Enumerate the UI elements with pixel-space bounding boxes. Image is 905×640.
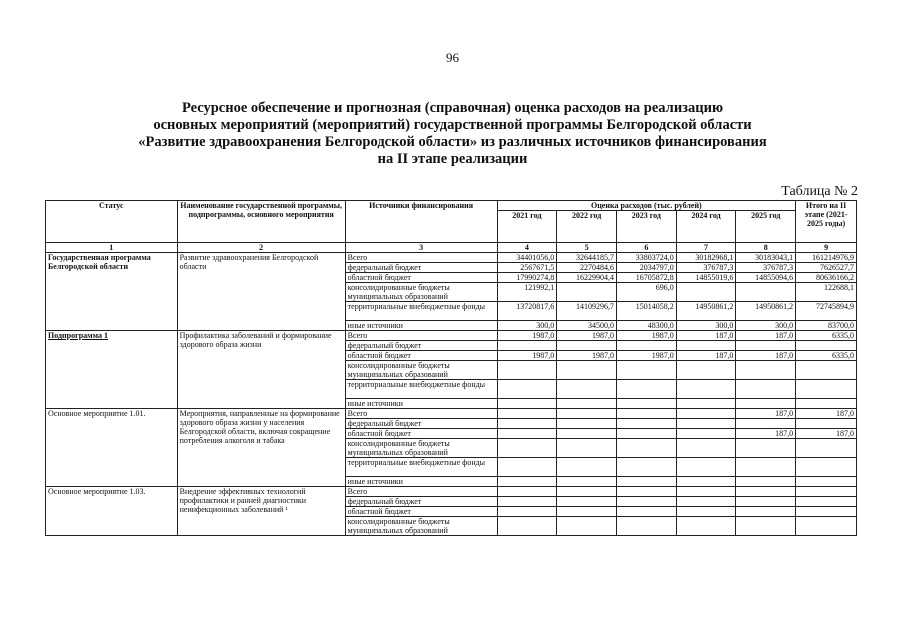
row-source: территориальные внебюджетные фонды bbox=[345, 302, 497, 321]
column-number: 7 bbox=[676, 243, 736, 253]
header-year: 2024 год bbox=[676, 211, 736, 243]
row-status: Подпрограмма 1 bbox=[46, 331, 178, 409]
row-total-value: 6335,0 bbox=[796, 331, 857, 341]
row-year-value bbox=[557, 399, 617, 409]
row-year-value: 16229904,4 bbox=[557, 273, 617, 283]
row-year-value bbox=[676, 429, 736, 439]
row-year-value bbox=[616, 409, 676, 419]
column-number: 9 bbox=[796, 243, 857, 253]
row-year-value bbox=[557, 439, 617, 458]
row-year-value bbox=[616, 507, 676, 517]
row-year-value: 34401056,0 bbox=[497, 253, 557, 263]
row-year-value bbox=[736, 477, 796, 487]
row-status: Основное мероприятие 1.01. bbox=[46, 409, 178, 487]
row-year-value bbox=[676, 458, 736, 477]
row-year-value bbox=[557, 517, 617, 536]
row-year-value: 16705872,8 bbox=[616, 273, 676, 283]
row-year-value bbox=[676, 517, 736, 536]
header-year: 2025 год bbox=[736, 211, 796, 243]
row-total-value: 80636166,2 bbox=[796, 273, 857, 283]
row-year-value: 187,0 bbox=[676, 331, 736, 341]
table-row bbox=[46, 487, 857, 497]
row-total-value bbox=[796, 419, 857, 429]
row-year-value: 300,0 bbox=[676, 321, 736, 331]
row-year-value bbox=[736, 439, 796, 458]
row-year-value bbox=[497, 380, 557, 399]
column-number-row bbox=[46, 243, 857, 253]
row-source: территориальные внебюджетные фонды bbox=[345, 380, 497, 399]
row-total-value: 187,0 bbox=[796, 409, 857, 419]
row-year-value: 30182968,1 bbox=[676, 253, 736, 263]
row-year-value: 2034797,0 bbox=[616, 263, 676, 273]
row-year-value: 1987,0 bbox=[497, 351, 557, 361]
title-line: на II этапе реализации bbox=[377, 151, 528, 167]
row-total-value bbox=[796, 361, 857, 380]
row-name: Внедрение эффективных технологий профилактики и ранней диагностики неинфекционных заболеваний ¹ bbox=[177, 487, 345, 536]
row-year-value: 33803724,0 bbox=[616, 253, 676, 263]
row-year-value bbox=[616, 517, 676, 536]
row-year-value bbox=[616, 458, 676, 477]
row-name: Развитие здравоохранения Белгородской области bbox=[177, 253, 345, 331]
header-total: Итого на II этапе (2021-2025 годы) bbox=[796, 201, 857, 243]
row-year-value bbox=[616, 341, 676, 351]
row-year-value bbox=[676, 497, 736, 507]
table-row bbox=[46, 409, 857, 419]
row-year-value: 1987,0 bbox=[557, 351, 617, 361]
row-source: Всего bbox=[345, 409, 497, 419]
budget-table bbox=[45, 200, 857, 536]
row-year-value bbox=[676, 477, 736, 487]
row-year-value: 121992,1 bbox=[497, 283, 557, 302]
table-row bbox=[46, 331, 857, 341]
row-year-value bbox=[736, 507, 796, 517]
row-source: федеральный бюджет bbox=[345, 263, 497, 273]
row-year-value bbox=[497, 477, 557, 487]
row-year-value bbox=[497, 399, 557, 409]
column-number: 8 bbox=[736, 243, 796, 253]
row-year-value bbox=[497, 487, 557, 497]
row-total-value bbox=[796, 497, 857, 507]
row-year-value bbox=[616, 361, 676, 380]
row-total-value bbox=[796, 507, 857, 517]
row-year-value: 376787,3 bbox=[676, 263, 736, 273]
header-status: Статус bbox=[46, 201, 178, 243]
row-year-value bbox=[497, 507, 557, 517]
row-year-value bbox=[557, 419, 617, 429]
header-sources: Источники финансирования bbox=[345, 201, 497, 243]
row-year-value bbox=[497, 409, 557, 419]
row-year-value bbox=[736, 487, 796, 497]
row-year-value bbox=[676, 341, 736, 351]
row-source: Всего bbox=[345, 487, 497, 497]
row-total-value bbox=[796, 517, 857, 536]
row-source: консолидированные бюджеты муниципальных образований bbox=[345, 517, 497, 536]
row-total-value: 83700,0 bbox=[796, 321, 857, 331]
row-total-value bbox=[796, 439, 857, 458]
row-total-value bbox=[796, 458, 857, 477]
row-year-value: 187,0 bbox=[736, 331, 796, 341]
row-year-value bbox=[557, 477, 617, 487]
document-title bbox=[100, 100, 805, 168]
row-source: консолидированные бюджеты муниципальных образований bbox=[345, 439, 497, 458]
row-year-value: 300,0 bbox=[497, 321, 557, 331]
title-line: «Развитие здравоохранения Белгородской области» из различных источников финансирования bbox=[138, 134, 767, 150]
row-year-value bbox=[736, 380, 796, 399]
row-year-value: 187,0 bbox=[736, 409, 796, 419]
table-row bbox=[46, 253, 857, 263]
column-number: 2 bbox=[177, 243, 345, 253]
row-year-value bbox=[736, 283, 796, 302]
column-number: 5 bbox=[557, 243, 617, 253]
row-year-value: 34500,0 bbox=[557, 321, 617, 331]
row-total-value: 122688,1 bbox=[796, 283, 857, 302]
row-year-value: 1987,0 bbox=[616, 331, 676, 341]
row-year-value: 187,0 bbox=[736, 429, 796, 439]
row-source: территориальные внебюджетные фонды bbox=[345, 458, 497, 477]
row-year-value: 696,0 bbox=[616, 283, 676, 302]
row-source: консолидированные бюджеты муниципальных образований bbox=[345, 361, 497, 380]
row-year-value bbox=[497, 361, 557, 380]
row-year-value bbox=[497, 439, 557, 458]
row-source: федеральный бюджет bbox=[345, 497, 497, 507]
row-year-value bbox=[736, 497, 796, 507]
row-year-value bbox=[736, 361, 796, 380]
row-year-value bbox=[736, 517, 796, 536]
row-year-value bbox=[616, 497, 676, 507]
row-total-value: 161214976,9 bbox=[796, 253, 857, 263]
row-year-value bbox=[557, 283, 617, 302]
row-year-value bbox=[736, 419, 796, 429]
column-number: 3 bbox=[345, 243, 497, 253]
row-year-value: 14855094,6 bbox=[736, 273, 796, 283]
row-year-value: 2567671,5 bbox=[497, 263, 557, 273]
column-number: 1 bbox=[46, 243, 178, 253]
header-estimate: Оценка расходов (тыс. рублей) bbox=[497, 201, 796, 211]
row-status: Государственная программа Белгородской области bbox=[46, 253, 178, 331]
row-year-value: 13720817,6 bbox=[497, 302, 557, 321]
row-year-value bbox=[616, 419, 676, 429]
row-year-value bbox=[616, 399, 676, 409]
row-year-value: 187,0 bbox=[736, 351, 796, 361]
row-year-value: 14950861,2 bbox=[676, 302, 736, 321]
row-year-value bbox=[736, 458, 796, 477]
row-total-value: 187,0 bbox=[796, 429, 857, 439]
row-source: иные источники bbox=[345, 321, 497, 331]
row-total-value: 72745894,9 bbox=[796, 302, 857, 321]
table-body bbox=[46, 253, 857, 536]
row-source: областной бюджет bbox=[345, 429, 497, 439]
row-year-value: 14950861,2 bbox=[736, 302, 796, 321]
row-year-value: 300,0 bbox=[736, 321, 796, 331]
row-year-value bbox=[497, 429, 557, 439]
row-year-value bbox=[557, 380, 617, 399]
row-year-value bbox=[736, 399, 796, 409]
row-year-value bbox=[557, 507, 617, 517]
row-total-value bbox=[796, 477, 857, 487]
table-label: Таблица № 2 bbox=[781, 184, 858, 199]
title-line: Ресурсное обеспечение и прогнозная (справочная) оценка расходов на реализацию bbox=[181, 100, 724, 116]
row-total-value bbox=[796, 487, 857, 497]
page-number: 96 bbox=[446, 50, 459, 65]
row-year-value: 14109296,7 bbox=[557, 302, 617, 321]
row-total-value bbox=[796, 399, 857, 409]
row-source: Всего bbox=[345, 253, 497, 263]
row-year-value: 32644185,7 bbox=[557, 253, 617, 263]
row-source: федеральный бюджет bbox=[345, 341, 497, 351]
row-source: иные источники bbox=[345, 477, 497, 487]
row-year-value bbox=[497, 497, 557, 507]
row-total-value: 6335,0 bbox=[796, 351, 857, 361]
row-total-value: 7626527,7 bbox=[796, 263, 857, 273]
column-number: 6 bbox=[616, 243, 676, 253]
row-total-value bbox=[796, 380, 857, 399]
row-year-value: 187,0 bbox=[676, 351, 736, 361]
column-number: 4 bbox=[497, 243, 557, 253]
row-year-value bbox=[676, 380, 736, 399]
row-year-value bbox=[557, 497, 617, 507]
row-year-value: 1987,0 bbox=[616, 351, 676, 361]
row-year-value bbox=[557, 458, 617, 477]
row-year-value: 15014058,2 bbox=[616, 302, 676, 321]
row-year-value bbox=[676, 419, 736, 429]
row-year-value bbox=[676, 439, 736, 458]
row-year-value bbox=[557, 487, 617, 497]
row-year-value: 17990274,8 bbox=[497, 273, 557, 283]
row-year-value bbox=[676, 507, 736, 517]
row-year-value bbox=[616, 487, 676, 497]
row-name: Мероприятия, направленные на формирование здорового образа жизни у населения Белгородской области, включая сокращение потребления алкоголя и табака bbox=[177, 409, 345, 487]
row-year-value bbox=[497, 517, 557, 536]
row-total-value bbox=[796, 341, 857, 351]
header-name: Наименование государственной программы, подпрограммы, основного мероприятия bbox=[177, 201, 345, 243]
row-year-value bbox=[676, 409, 736, 419]
row-year-value bbox=[616, 477, 676, 487]
row-year-value bbox=[616, 439, 676, 458]
row-source: областной бюджет bbox=[345, 351, 497, 361]
title-line: основных мероприятий (мероприятий) государственной программы Белгородской области bbox=[153, 117, 752, 133]
row-status: Основное мероприятие 1.03. bbox=[46, 487, 178, 536]
row-year-value bbox=[616, 429, 676, 439]
row-year-value bbox=[676, 361, 736, 380]
row-year-value bbox=[676, 487, 736, 497]
row-source: Всего bbox=[345, 331, 497, 341]
row-name: Профилактика заболеваний и формирование здорового образа жизни bbox=[177, 331, 345, 409]
row-source: областной бюджет bbox=[345, 507, 497, 517]
row-year-value bbox=[557, 409, 617, 419]
row-year-value: 1987,0 bbox=[497, 331, 557, 341]
row-year-value bbox=[497, 458, 557, 477]
row-year-value: 48300,0 bbox=[616, 321, 676, 331]
row-year-value: 30183043,1 bbox=[736, 253, 796, 263]
row-year-value bbox=[557, 361, 617, 380]
row-year-value bbox=[676, 283, 736, 302]
row-year-value bbox=[736, 341, 796, 351]
row-source: областной бюджет bbox=[345, 273, 497, 283]
row-year-value bbox=[557, 429, 617, 439]
row-year-value bbox=[676, 399, 736, 409]
row-year-value bbox=[497, 341, 557, 351]
header-year: 2021 год bbox=[497, 211, 557, 243]
row-year-value bbox=[557, 341, 617, 351]
row-source: иные источники bbox=[345, 399, 497, 409]
row-year-value bbox=[497, 419, 557, 429]
row-year-value bbox=[616, 380, 676, 399]
row-year-value: 1987,0 bbox=[557, 331, 617, 341]
header-year: 2023 год bbox=[616, 211, 676, 243]
row-year-value: 14855019,6 bbox=[676, 273, 736, 283]
row-source: консолидированные бюджеты муниципальных образований bbox=[345, 283, 497, 302]
header-year: 2022 год bbox=[557, 211, 617, 243]
row-year-value: 376787,3 bbox=[736, 263, 796, 273]
row-source: федеральный бюджет bbox=[345, 419, 497, 429]
row-year-value: 2270484,6 bbox=[557, 263, 617, 273]
